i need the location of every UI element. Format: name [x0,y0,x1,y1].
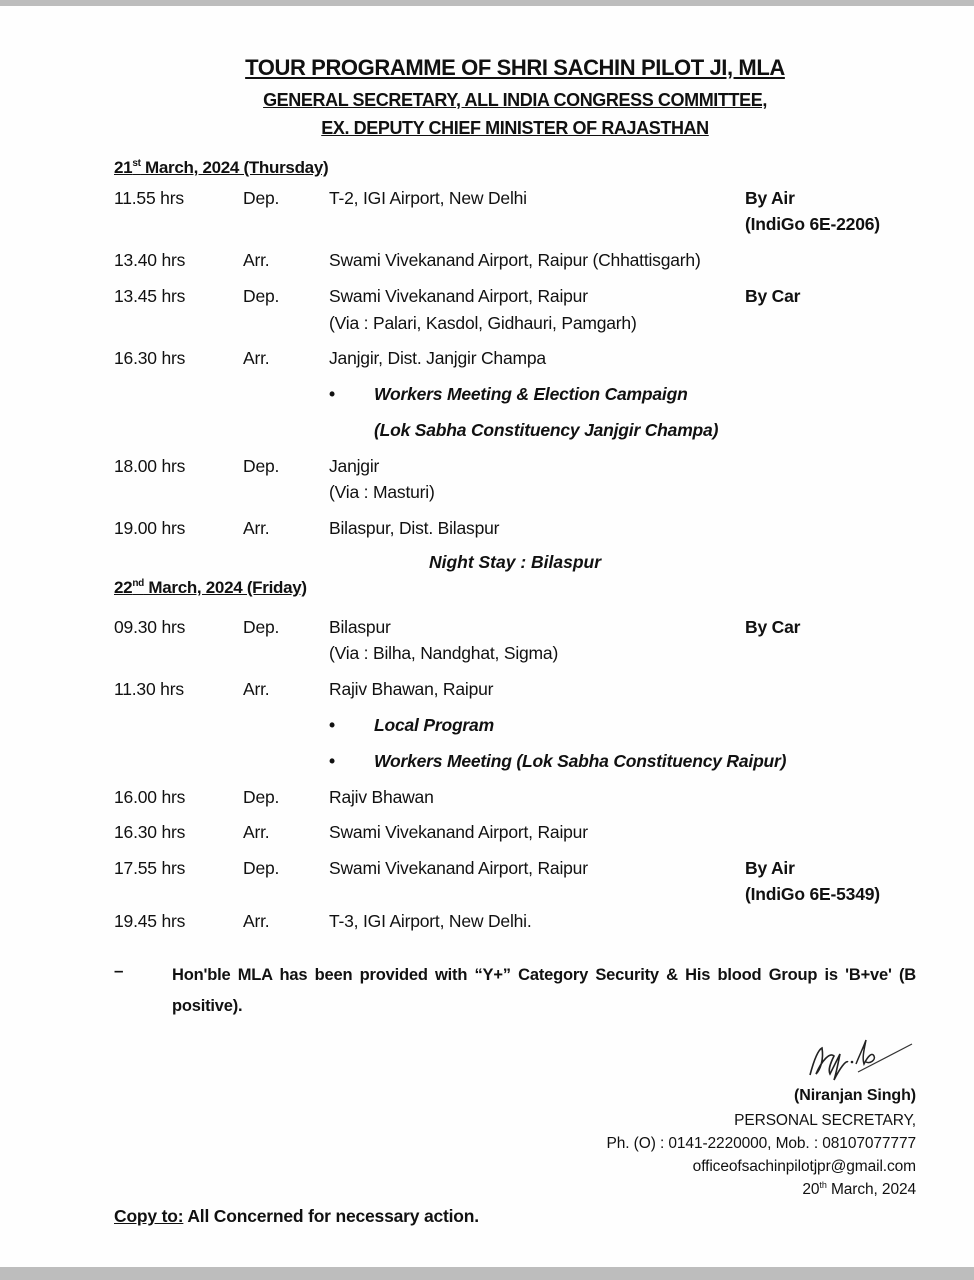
document-date: 20th March, 2024 [802,1180,916,1198]
night-stay-note: Night Stay : Bilaspur [428,552,602,572]
signatory-phone: Ph. (O) : 0141-2220000, Mob. : 08107077777 [606,1135,916,1152]
note-dash: – [114,961,124,980]
row-mode: By Air [745,858,795,878]
row-action: Arr. [243,822,270,842]
document-title: TOUR PROGRAMME OF SHRI SACHIN PILOT JI, MLA [245,55,785,80]
event-text: Workers Meeting (Lok Sabha Constituency Raipur) [374,751,787,771]
row-time: 17.55 hrs [114,858,186,878]
row-place: Swami Vivekanand Airport, Raipur [329,286,588,306]
copy-to [114,1206,479,1227]
row-action: Dep. [243,456,280,476]
row-via: (Via : Bilha, Nandghat, Sigma) [329,643,559,663]
row-action: Arr. [243,518,270,538]
row-action: Dep. [243,858,280,878]
copy-to-label: Copy to: [114,1206,184,1226]
bullet-icon: • [329,715,335,735]
row-time: 16.00 hrs [114,787,186,807]
row-place: Janjgir [329,456,380,476]
row-place: Rajiv Bhawan, Raipur [329,679,494,699]
row-action: Arr. [243,348,270,368]
row-action: Dep. [243,787,280,807]
row-place: Rajiv Bhawan [329,787,434,807]
row-time: 16.30 hrs [114,348,186,368]
event-text: Local Program [374,715,494,735]
row-mode: By Air [745,188,795,208]
bottom-border [0,1267,974,1280]
signatory-email: officeofsachinpilotjpr@gmail.com [692,1158,916,1175]
row-place: Swami Vivekanand Airport, Raipur (Chhattisgarh) [329,250,701,270]
bullet-icon: • [329,384,335,404]
row-time: 13.40 hrs [114,250,186,270]
row-place: Swami Vivekanand Airport, Raipur [329,822,588,842]
day-heading-2: 22nd March, 2024 (Friday) [114,578,307,597]
row-action: Arr. [243,250,270,270]
bullet-icon: • [329,751,335,771]
row-action: Dep. [243,286,280,306]
signatory-title: PERSONAL SECRETARY, [734,1112,916,1129]
row-action: Arr. [243,679,270,699]
row-place: Janjgir, Dist. Janjgir Champa [329,348,546,368]
copy-to-text: All Concerned for necessary action. [183,1206,479,1226]
row-action: Dep. [243,188,280,208]
row-place: T-2, IGI Airport, New Delhi [329,188,527,208]
security-note: Hon'ble MLA has been provided with “Y+” Category Security & His blood Group is 'B+ve' (B positive). [172,966,916,1015]
row-time: 11.55 hrs [114,188,184,208]
row-time: 19.00 hrs [114,518,186,538]
row-time: 13.45 hrs [114,286,186,306]
row-place: Swami Vivekanand Airport, Raipur [329,858,588,878]
row-action: Dep. [243,617,280,637]
event-text: (Lok Sabha Constituency Janjgir Champa) [374,420,719,440]
row-mode: By Car [745,286,801,306]
document-subtitle-former-post: EX. DEPUTY CHIEF MINISTER OF RAJASTHAN [321,118,709,138]
row-time: 11.30 hrs [114,679,184,699]
signature-icon [800,1030,920,1085]
row-mode-detail: (IndiGo 6E-5349) [745,884,880,904]
row-place: Bilaspur, Dist. Bilaspur [329,518,500,538]
row-via: (Via : Masturi) [329,482,435,502]
signatory-name: (Niranjan Singh) [794,1087,916,1104]
row-time: 18.00 hrs [114,456,186,476]
row-place: T-3, IGI Airport, New Delhi. [329,911,532,931]
row-time: 16.30 hrs [114,822,186,842]
row-mode: By Car [745,617,801,637]
event-text: Workers Meeting & Election Campaign [374,384,688,404]
row-place: Bilaspur [329,617,391,637]
row-mode-detail: (IndiGo 6E-2206) [745,214,880,234]
row-action: Arr. [243,911,270,931]
day-heading-1: 21st March, 2024 (Thursday) [114,158,329,177]
document-subtitle-designation: GENERAL SECRETARY, ALL INDIA CONGRESS COMMITTEE, [263,90,767,110]
top-border [0,0,974,6]
row-via: (Via : Palari, Kasdol, Gidhauri, Pamgarh) [329,313,637,333]
row-time: 19.45 hrs [114,911,186,931]
row-time: 09.30 hrs [114,617,186,637]
